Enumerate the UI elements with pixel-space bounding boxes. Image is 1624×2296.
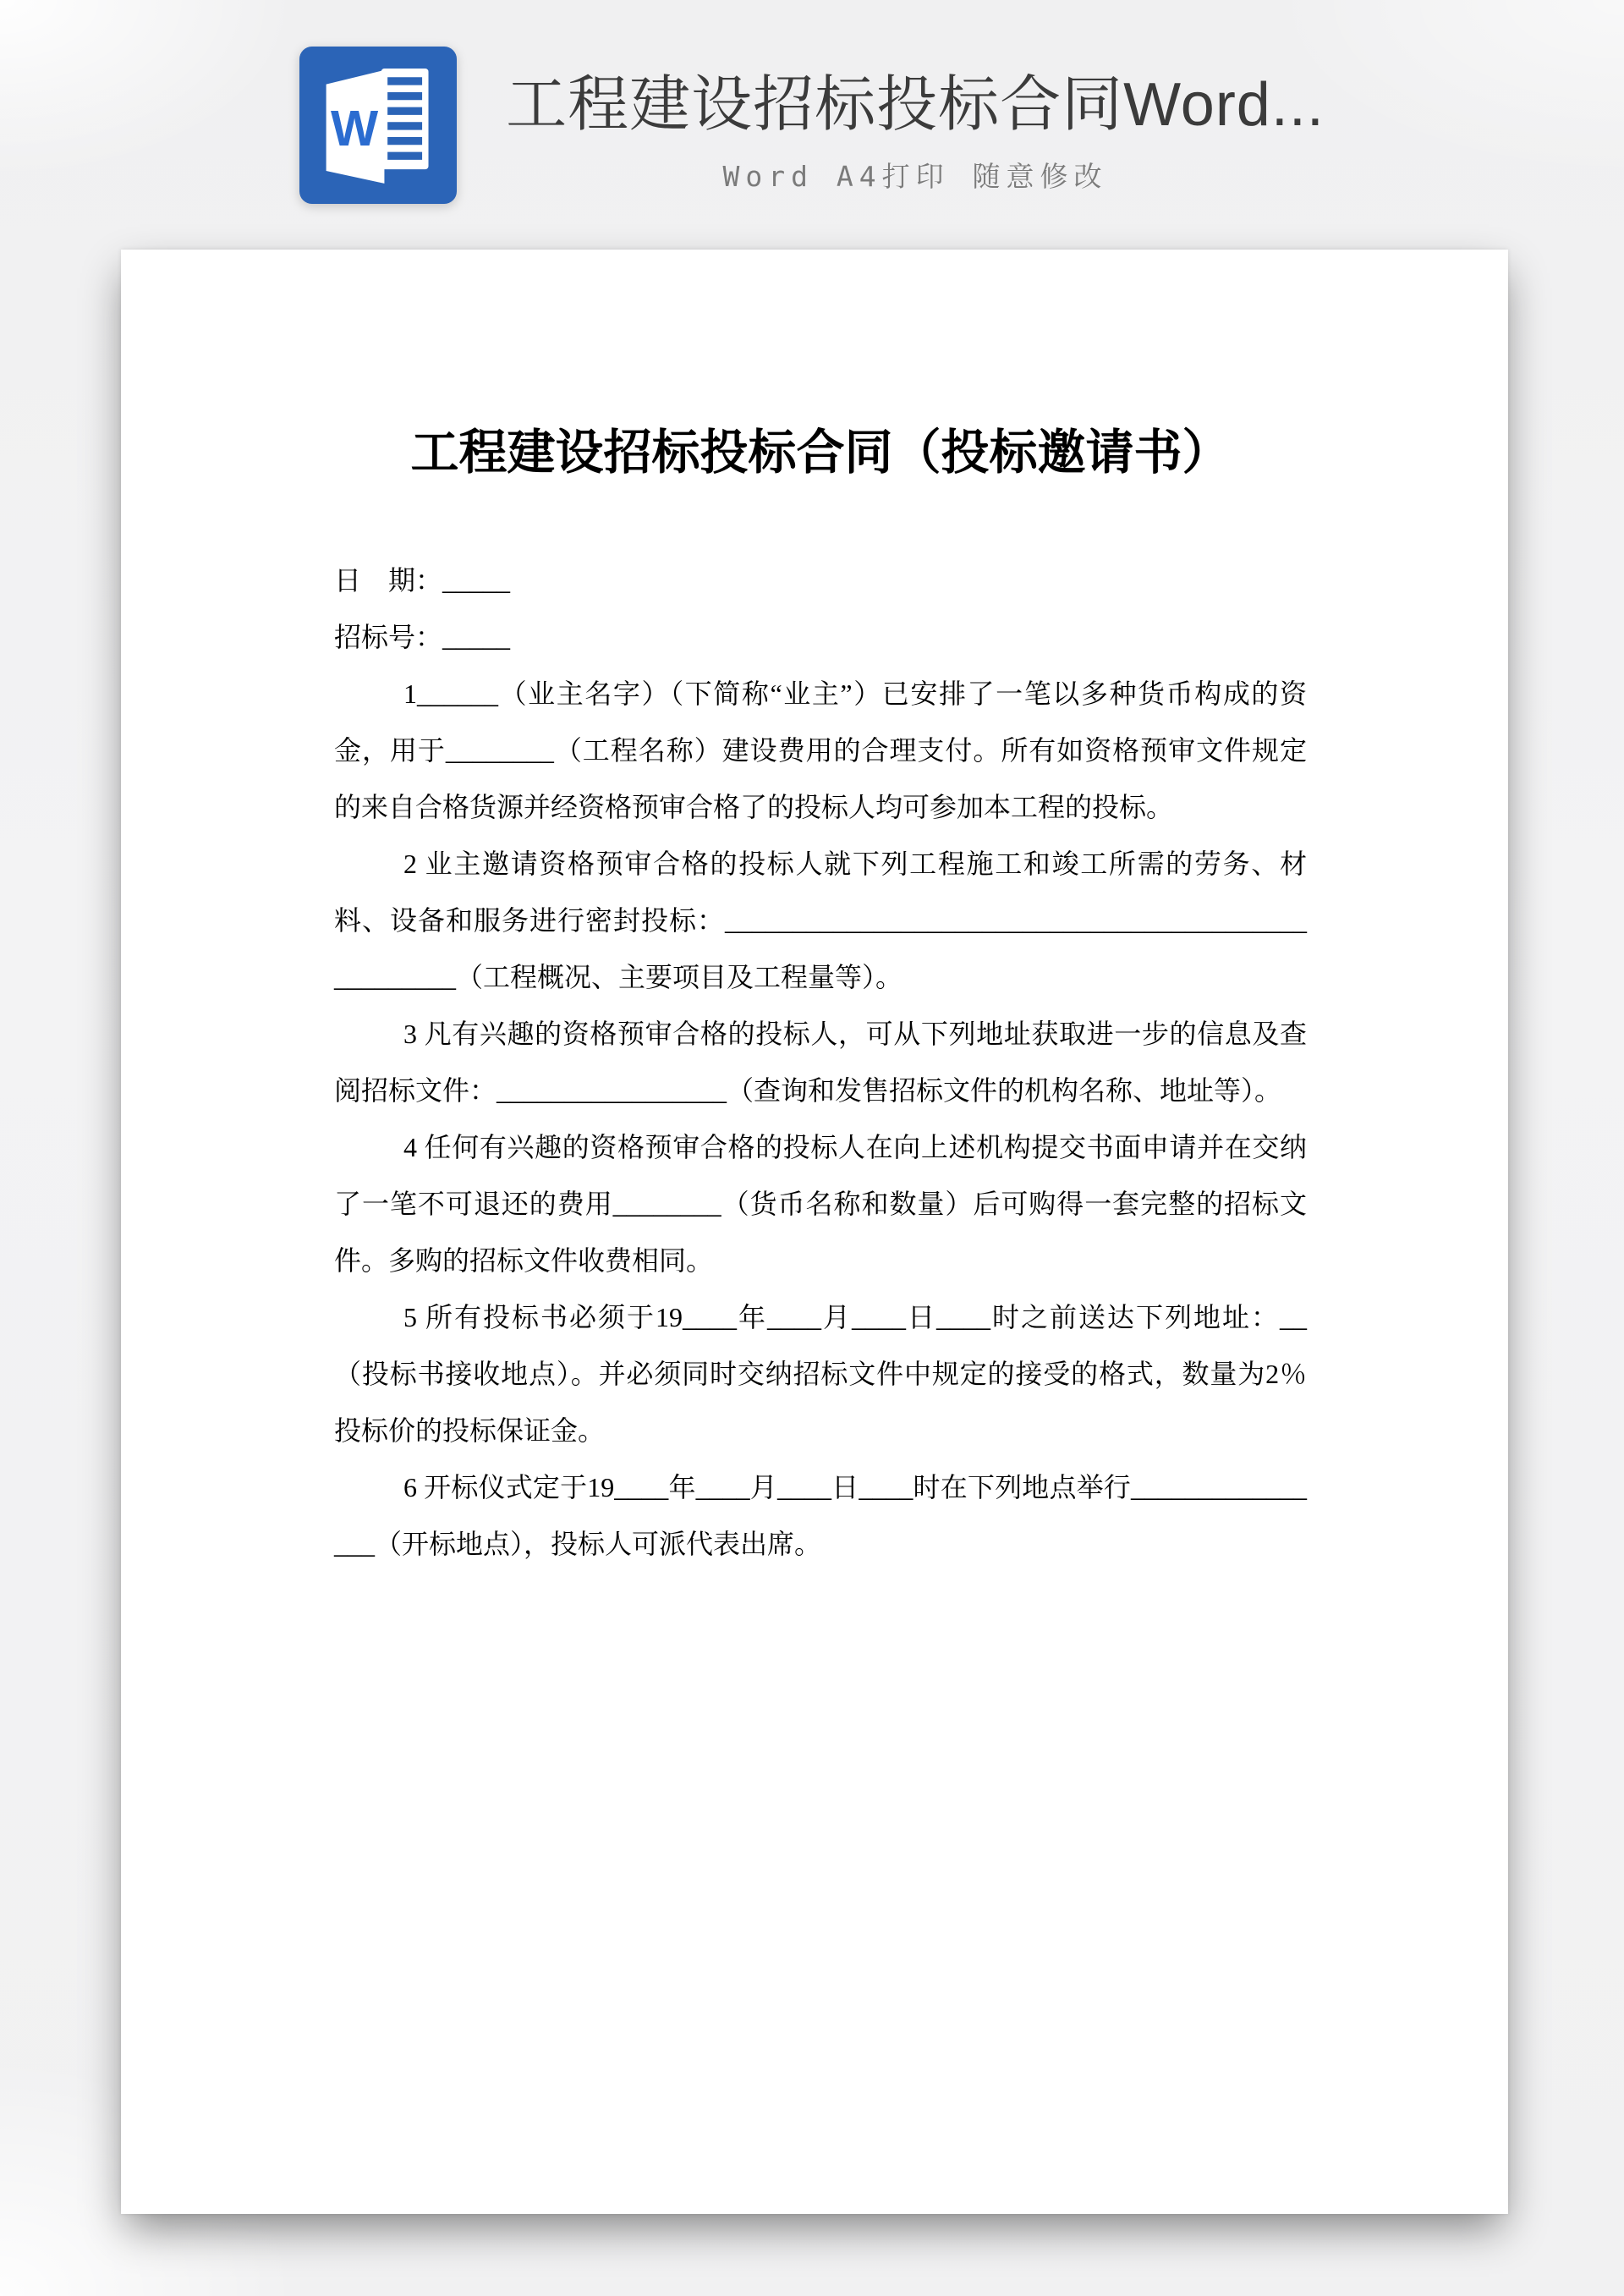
header-text-block	[506, 55, 1325, 195]
paragraph-5: 5 所有投标书必须于19____年____月____日____时之前送达下列地址：__（投标书接收地点）。并必须同时交纳招标文件中规定的接受的格式，数量为2％投标价的投标保证金。	[334, 1302, 1307, 1447]
document-page	[121, 250, 1508, 2214]
header	[0, 0, 1624, 250]
word-icon	[299, 46, 457, 205]
paragraph-2: 2 业主邀请资格预审合格的投标人就下列工程施工和竣工所需的劳务、材料、设备和服务进行密封投标：____________________________________________________（工程概况、主要项目及工程量等）。	[334, 849, 1307, 993]
date-field-line: 日 期：_____	[334, 565, 511, 596]
paragraph-1: 1______（业主名字）（下简称“业主”）已安排了一笔以多种货币构成的资金，用于________（工程名称）建设费用的合理支付。所有如资格预审文件规定的来自合格货源并经资格预审合格了的投标人均可参加本工程的投标。	[334, 678, 1307, 823]
word-icon-letter: W	[331, 99, 379, 157]
document-title: 工程建设招标投标合同（投标邀请书）	[410, 426, 1231, 480]
tender-number-line: 招标号：_____	[334, 622, 511, 653]
paragraph-6: 6 开标仪式定于19____年____月____日____时在下列地点举行________________（开标地点），投标人可派代表出席。	[334, 1472, 1307, 1560]
paragraph-4: 4 任何有兴趣的资格预审合格的投标人在向上述机构提交书面申请并在交纳了一笔不可退还的费用________（货币名称和数量）后可购得一套完整的招标文件。多购的招标文件收费相同。	[334, 1132, 1307, 1277]
file-subtitle: Word A4打印 随意修改	[722, 160, 1108, 193]
paragraph-3: 3 凡有兴趣的资格预审合格的投标人，可从下列地址获取进一步的信息及查阅招标文件：_________________（查询和发售招标文件的机构名称、地址等）。	[334, 1019, 1307, 1107]
file-title: 工程建设招标投标合同Word...	[506, 71, 1325, 139]
document-body	[334, 552, 1307, 1573]
